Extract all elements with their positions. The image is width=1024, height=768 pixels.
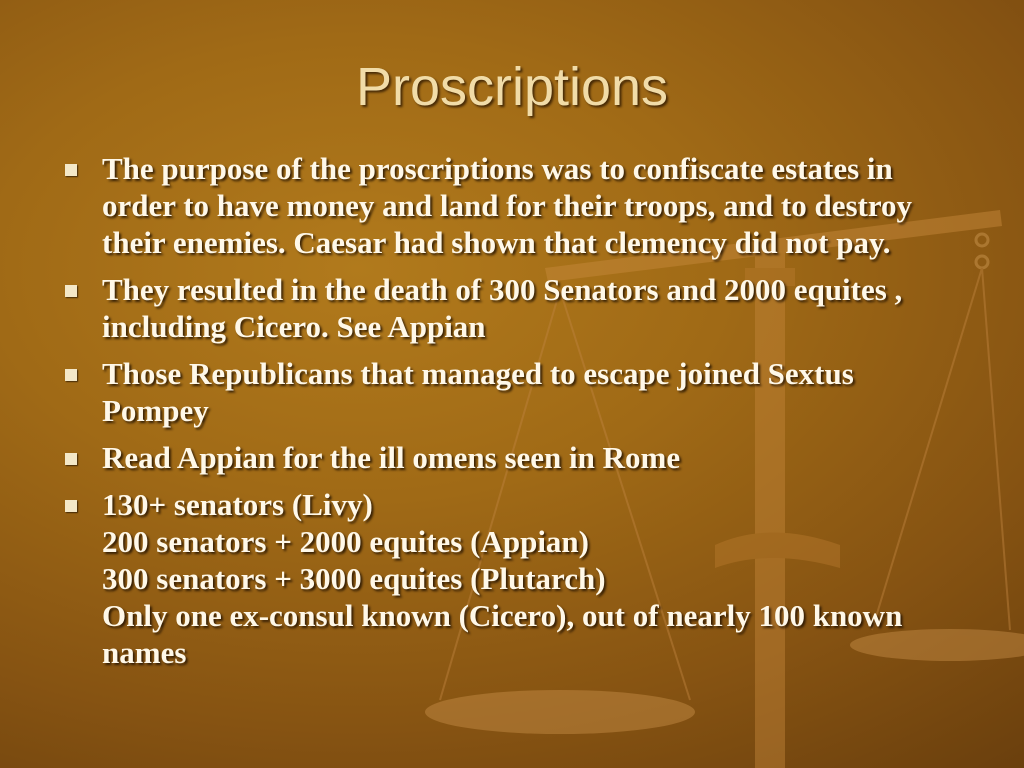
square-bullet-icon <box>65 500 77 512</box>
source-line-livy: 130+ senators (Livy) <box>102 487 373 522</box>
bullet-item-omens <box>62 439 962 476</box>
slide-title: Proscriptions <box>355 57 669 117</box>
bullet-text: They resulted in the death of 300 Senators and 2000 equites , including Cicero. See Appian <box>102 272 903 344</box>
square-bullet-icon <box>65 285 77 297</box>
bullet-list <box>62 150 962 681</box>
source-line-appian: 200 senators + 2000 equites (Appian) <box>102 524 589 559</box>
bullet-text: Those Republicans that managed to escape joined Sextus Pompey <box>102 356 854 428</box>
bullet-item-sources <box>62 486 962 671</box>
bullet-text: The purpose of the proscriptions was to confiscate estates in order to have money and land for their troops, and to destroy their enemies. Caesar had shown that clemency did not pay. <box>102 151 913 260</box>
bullet-item-deaths <box>62 271 962 345</box>
square-bullet-icon <box>65 164 77 176</box>
bullet-item-purpose <box>62 150 962 261</box>
source-line-ex-consul: Only one ex-consul known (Cicero), out of nearly 100 known names <box>102 598 903 670</box>
source-line-plutarch: 300 senators + 3000 equites (Plutarch) <box>102 561 606 596</box>
bullet-text: Read Appian for the ill omens seen in Rome <box>102 440 681 475</box>
square-bullet-icon <box>65 453 77 465</box>
bullet-item-escape <box>62 355 962 429</box>
square-bullet-icon <box>65 369 77 381</box>
